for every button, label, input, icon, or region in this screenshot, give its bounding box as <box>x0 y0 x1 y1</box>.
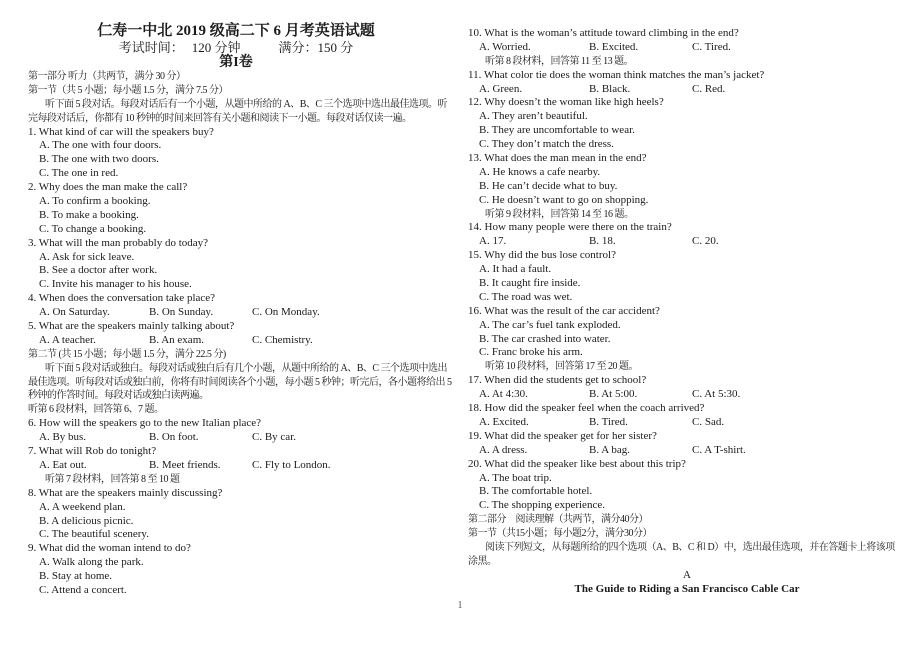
option-line: C. He doesn’t want to go on shopping. <box>479 193 649 206</box>
right-column-lines <box>468 27 906 597</box>
option-line: B. They are uncomfortable to wear. <box>479 124 635 137</box>
page-footer <box>0 600 920 611</box>
question-line: 10. What is the woman’s attitude toward climbing in the end? <box>468 27 739 39</box>
listening-cue-line: 听第 9 段材料，回答第 14 至 16 题。 <box>485 208 634 220</box>
question-line: 3. What will the man probably do today? <box>28 236 209 249</box>
question-line: 5. What are the speakers mainly talking about? <box>28 320 235 333</box>
option-line: B. The car crashed into water. <box>479 332 611 345</box>
option-line: A. It had a fault. <box>479 263 552 276</box>
question-line: 16. What was the result of the car accident? <box>468 304 660 317</box>
question-line: 19. What did the speaker get for her sister? <box>468 429 657 442</box>
option-row <box>28 431 444 445</box>
question-line: 15. Why did the bus lose control? <box>468 249 616 262</box>
section-heading: 第二节 (共 15 小题；每小题 1.5 分，满分 22.5 分) <box>28 348 226 360</box>
option-line: A. A weekend plan. <box>39 500 126 513</box>
option-line: A. The boat trip. <box>479 471 552 484</box>
instruction-line: 阅读下列短文，从每题所给的四个选项（A、B、C 和 D）中，选出最佳选项，并在答题卡上将该项 <box>485 541 895 553</box>
exam-duration-value: 120 分钟 <box>191 40 241 55</box>
question-line: 13. What does the man mean in the end? <box>468 152 647 165</box>
instruction-line: 完每段对话后，你都有 10 秒钟的时间来回答有关小题和阅读下一小题。每段对话仅读一遍。 <box>28 112 412 124</box>
option-line: C. Attend a concert. <box>39 583 127 596</box>
option-line: A. Ask for sick leave. <box>39 250 135 263</box>
question-line: 6. How will the speakers go to the new Italian place? <box>28 417 262 430</box>
instruction-line: 听下面 5 段对话。每段对话后有一个小题，从题中所给的 A、B、C 三个选项中选出最佳选项。听 <box>45 98 448 110</box>
listening-cue-line: 听第 8 段材料，回答第 11 至 13 题。 <box>485 55 634 67</box>
option-row <box>468 83 906 97</box>
question-line: 2. Why does the man make the call? <box>28 181 188 194</box>
option-A: A. Green. <box>479 82 523 95</box>
option-C: C. On Monday. <box>252 306 320 319</box>
option-B: B. 18. <box>589 235 616 248</box>
option-line: B. A delicious picnic. <box>39 514 134 527</box>
volume-heading: 第I卷 <box>219 55 253 70</box>
option-line: A. The car’s fuel tank exploded. <box>479 318 621 331</box>
option-C: C. By car. <box>252 431 296 444</box>
listening-cue-line: 听第 10 段材料，回答第 17 至 20 题。 <box>485 361 638 373</box>
option-line: A. The one with four doors. <box>39 139 162 152</box>
option-B: B. Meet friends. <box>149 458 221 471</box>
question-line: 8. What are the speakers mainly discussing? <box>28 486 223 499</box>
option-line: C. The one in red. <box>39 167 119 180</box>
option-A: A. By bus. <box>39 431 87 444</box>
right-column <box>468 27 906 597</box>
option-row <box>468 41 906 55</box>
instruction-line: 秒钟的作答时间。每段对话或独白读两遍。 <box>28 390 209 402</box>
option-row <box>468 235 906 249</box>
option-C: C. Tired. <box>692 40 731 53</box>
question-line: 11. What color tie does the woman think matches the man’s jacket? <box>468 68 765 81</box>
option-row <box>468 444 906 458</box>
option-line: A. Walk along the park. <box>39 556 144 569</box>
passage-title: The Guide to Riding a San Francisco Cable Car <box>574 582 800 595</box>
question-line: 1. What kind of car will the speakers buy? <box>28 125 214 138</box>
option-A: A. A teacher. <box>39 333 96 346</box>
page-number: 1 <box>457 600 463 611</box>
option-A: A. At 4:30. <box>479 388 528 401</box>
option-B: B. At 5:00. <box>589 388 638 401</box>
option-B: B. Excited. <box>589 40 639 53</box>
option-C: C. At 5:30. <box>692 388 741 401</box>
listening-cue-line: 听第 7 段材料，回答第 8 至 10 题 <box>45 473 180 485</box>
section-heading: 听第 6 段材料，回答第 6、7 题。 <box>28 404 164 416</box>
option-line: C. To change a booking. <box>39 222 147 235</box>
instruction-line: 听下面 5 段对话或独白。每段对话或独白后有几个小题，从题中所给的 A、B、C 三个选项中选出 <box>45 362 448 374</box>
option-line: A. He knows a cafe nearby. <box>479 165 601 178</box>
question-line: 17. When did the students get to school? <box>468 374 647 387</box>
option-C: C. Chemistry. <box>252 333 313 346</box>
option-B: B. A bag. <box>589 443 630 456</box>
section-heading: 第二部分 阅读理解（共两节，满分40分） <box>468 514 648 526</box>
option-B: B. Black. <box>589 82 631 95</box>
option-B: B. An exam. <box>149 333 204 346</box>
section-heading: 第一部分 听力（共两节，满分 30 分） <box>28 71 186 82</box>
option-row <box>28 306 444 320</box>
full-score-label: 满分： <box>278 40 318 55</box>
section-heading: 第一节（共15小题；每小题2分，满分30分） <box>468 528 652 540</box>
question-line: 7. What will Rob do tonight? <box>28 445 157 458</box>
option-A: A. Eat out. <box>39 458 87 471</box>
instruction-line: 涂黑。 <box>468 555 497 567</box>
option-line: B. To make a booking. <box>39 208 139 221</box>
option-B: B. Tired. <box>589 415 628 428</box>
option-line: B. Stay at home. <box>39 570 113 583</box>
question-line: 12. Why doesn’t the woman like high heels? <box>468 96 664 109</box>
question-line: 18. How did the speaker feel when the coach arrived? <box>468 402 705 415</box>
option-line: A. They aren’t beautiful. <box>479 110 588 123</box>
option-A: A. Excited. <box>479 415 529 428</box>
left-column-lines <box>28 70 452 598</box>
option-line: C. The beautiful scenery. <box>39 528 149 541</box>
option-A: A. 17. <box>479 235 507 248</box>
option-A: A. Worried. <box>479 40 531 53</box>
option-line: C. The road was wet. <box>479 290 573 303</box>
option-line: C. They don’t match the dress. <box>479 138 614 151</box>
option-line: C. Invite his manager to his house. <box>39 278 192 291</box>
option-line: A. To confirm a booking. <box>39 195 151 208</box>
exam-duration-label: 考试时间： <box>118 40 184 55</box>
option-B: B. On foot. <box>149 431 199 444</box>
question-line: 4. When does the conversation take place? <box>28 292 216 305</box>
option-line: C. Franc broke his arm. <box>479 346 583 359</box>
option-row <box>28 459 444 473</box>
option-row <box>468 416 906 430</box>
option-C: C. Fly to London. <box>252 458 331 471</box>
option-C: C. 20. <box>692 235 719 248</box>
option-line: B. The one with two doors. <box>39 153 159 166</box>
question-line: 20. What did the speaker like best about this trip? <box>468 457 686 470</box>
exam-title: 仁寿一中北 2019 级高二下 6 月考英语试题 <box>97 23 375 39</box>
passage-label: A <box>683 568 691 581</box>
exam-header <box>28 22 444 70</box>
option-C: C. Red. <box>692 82 726 95</box>
exam-meta-line <box>28 40 444 55</box>
option-line: B. See a doctor after work. <box>39 264 158 277</box>
option-row <box>28 334 444 348</box>
option-row <box>468 388 906 402</box>
option-B: B. On Sunday. <box>149 306 214 319</box>
option-C: C. A T-shirt. <box>692 443 746 456</box>
option-line: B. It caught fire inside. <box>479 277 581 290</box>
instruction-line: 最佳选项。听每段对话或独白前，你将有时间阅读各个小题，每小题 5 秒钟；听完后，各小题将给出 5 <box>28 376 452 388</box>
full-score-value: 150 分 <box>317 40 354 55</box>
left-column <box>28 22 452 598</box>
option-A: A. A dress. <box>479 443 528 456</box>
option-C: C. Sad. <box>692 415 725 428</box>
option-line: C. The shopping experience. <box>479 499 605 512</box>
section-heading: 第一节（共 5 小题；每小题 1.5 分，满分 7.5 分） <box>28 84 228 96</box>
option-line: B. The comfortable hotel. <box>479 485 593 498</box>
option-line: B. He can’t decide what to buy. <box>479 179 618 192</box>
question-line: 14. How many people were there on the train? <box>468 221 672 234</box>
question-line: 9. What did the woman intend to do? <box>28 542 191 555</box>
option-A: A. On Saturday. <box>39 306 110 319</box>
